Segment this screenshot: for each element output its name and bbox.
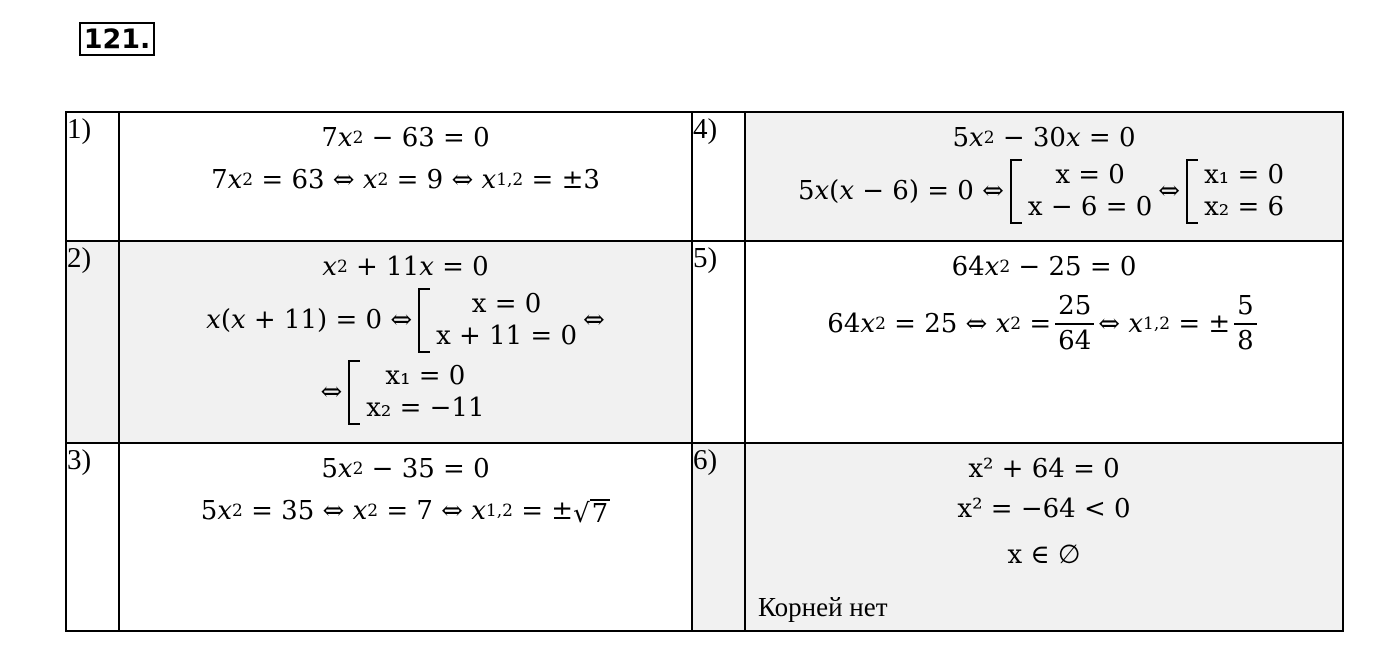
sqrt-symbol: √ 7 [573, 499, 609, 529]
task-2-system-b: x₁ = 0 x₂ = −11 [348, 360, 484, 425]
task-6-solution [745, 443, 1343, 631]
task-6-answer-note: Корней нет [758, 592, 888, 622]
solutions-table [65, 111, 1344, 632]
task-label-2: 2) [66, 241, 119, 443]
task-label-4: 4) [692, 112, 745, 241]
task-2-equation: x 2 + 11 x = 0 [322, 252, 489, 282]
task-2-system-a: x = 0 x + 11 = 0 [418, 288, 577, 353]
task-1-equation: 7 x 2 − 63 = 0 [321, 123, 490, 153]
task-3-solution [119, 443, 692, 631]
task-5-equation: 64 x 2 − 25 = 0 [951, 252, 1137, 282]
task-3-steps: 5 x 2 = 35 ⇔ x 2 = 7 ⇔ x 1,2 = ± √ 7 [200, 496, 609, 529]
task-4-system-b: x₁ = 0 x₂ = 6 [1186, 159, 1284, 224]
task-1-steps: 7 x 2 = 63 ⇔ x 2 = 9 ⇔ x 1,2 = ±3 [211, 165, 600, 195]
task-1-solution [119, 112, 692, 241]
task-label-5: 5) [692, 241, 745, 443]
task-5-solution [745, 241, 1343, 443]
exercise-number: 121. [79, 22, 155, 56]
task-6-equation: x² + 64 = 0 [968, 454, 1120, 484]
task-5-steps: 64 x 2 = 25 ⇔ x 2 = $\frac{25}{64}$ ⇔ x 1,2 = ± $\frac{5}{8}$ [746, 284, 1342, 364]
task-4-steps: 5 x ( x − 6) = 0 ⇔ x = 0 x − 6 = 0 ⇔ x₁ = 0 x₂ = 6 [797, 159, 1285, 222]
task-6-step-2: x ∈ ∅ [1007, 540, 1081, 570]
task-4-solution [745, 112, 1343, 241]
task-2-solution [119, 241, 692, 443]
task-2-steps-b: ⇔ x₁ = 0 x₂ = −11 [320, 360, 485, 423]
task-label-3: 3) [66, 443, 119, 631]
task-4-system-a: x = 0 x − 6 = 0 [1010, 159, 1152, 224]
task-5-fraction-b: $\frac{5}{8}$ [1234, 292, 1257, 355]
task-2-steps-a: x ( x + 11) = 0 ⇔ x = 0 x + 11 = 0 ⇔ [206, 288, 605, 351]
task-5-fraction-a: $\frac{25}{64}$ [1055, 292, 1094, 355]
task-4-equation: 5 x 2 − 30 x = 0 [952, 123, 1136, 153]
task-3-equation: 5 x 2 − 35 = 0 [321, 454, 490, 484]
task-6-step-1: x² = −64 < 0 [957, 494, 1131, 524]
task-label-6: 6) [692, 443, 745, 631]
task-label-1: 1) [66, 112, 119, 241]
